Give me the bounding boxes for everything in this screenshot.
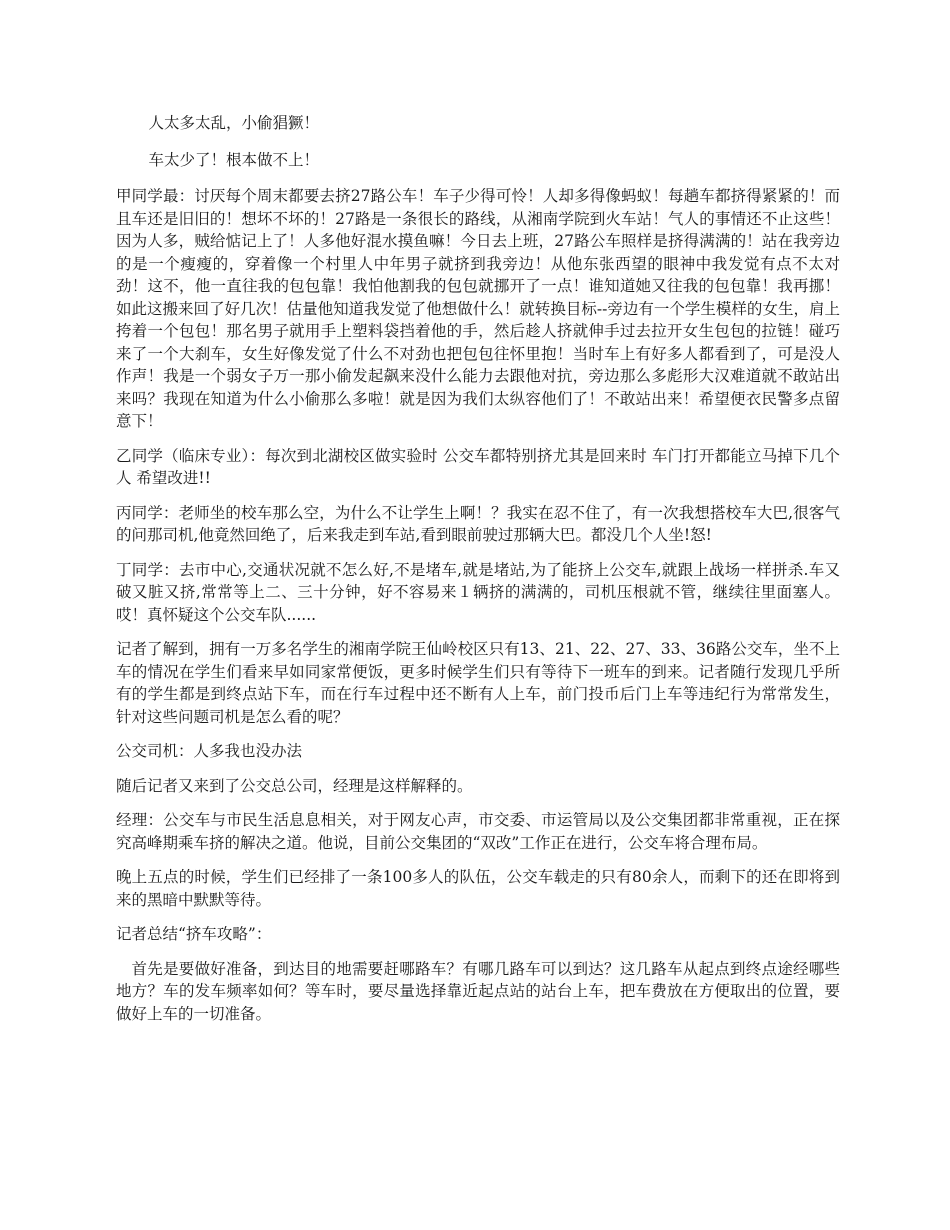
paragraph-student-d: 丁同学：去市中心,交通状况就不怎么好,不是堵车,就是堵站,为了能挤上公交车,就跟上战场一样拼杀.车又破又脏又挤,常常等上二、三十分钟，好不容易来１辆挤的满满的，司机压根就不管，继续往里面塞人。哎！真怀疑这个公交车队...... (116, 560, 840, 624)
paragraph-strategy-prepare: 首先是要做好准备，到达目的地需要赶哪路车？有哪几路车可以到达？这几路车从起点到终点途经哪些地方？车的发车频率如何？等车时，要尽量选择靠近起点站的站台上车，把车费放在方便取出的位置，要做好上车的一切准备。 (116, 959, 840, 1023)
paragraph-evening-queue: 晚上五点的时候，学生们已经排了一条100多人的队伍，公交车载走的只有80余人，而剩下的还在即将到来的黑暗中默默等待。 (116, 868, 840, 909)
paragraph-manager: 经理：公交车与市民生活息息相关，对于网友心声，市交委、市运管局以及公交集团都非常重视，正在探究高峰期乘车挤的解决之道。他说，目前公交集团的“双改”工作正在进行，公交车将合理布局。 (116, 811, 840, 852)
paragraph-strategy-heading: 记者总结“挤车攻略”： (116, 925, 272, 943)
document-body (116, 112, 840, 1037)
paragraph-student-a: 甲同学最：讨厌每个周末都要去挤27路公车！车子少得可怜！人却多得像蚂蚁！每趟车都挤得紧紧的！而且车还是旧旧的！想坏不坏的！27路是一条很长的路线，从湘南学院到火车站！气人的事情还不止这些！因为人多，贼给惦记上了！人多他好混水摸鱼嘛！今日去上班，27路公车照样是挤得满满的！站在我旁边的是一个瘦瘦的，穿着像一个村里人中年男子就挤到我旁边！从他东张西望的眼神中我发觉有点不太对劲！这不，他一直往我的包包靠！我怕他割我的包包就挪开了一点！谁知道她又往我的包包靠！我再挪！如此这搬来回了好几次！估量他知道我发觉了他想做什么！就转换目标--旁边有一个学生模样的女生，肩上挎着一个包包！那名男子就用手上塑料袋挡着他的手，然后趁人挤就伸手过去拉开女生包包的拉链！碰巧来了一个大刹车，女生好像发觉了什么不对劲也把包包往怀里抱！当时车上有好多人都看到了，可是没人作声！我是一个弱女子万一那小偷发起飙来没什么能力去跟他对抗，旁边那么多彪形大汉难道就不敢站出来吗？我现在知道为什么小偷那么多啦！就是因为我们太纵容他们了！不敢站出来！希望便衣民警多点留意下！ (116, 187, 840, 430)
paragraph-student-c: 丙同学：老师坐的校车那么空，为什么不让学生上啊！？我实在忍不住了，有一次我想搭校车大巴,很客气的问那司机,他竟然回绝了，后来我走到车站,看到眼前驶过那辆大巴。都没几个人坐!怒! (116, 503, 840, 544)
paragraph-bus-company: 随后记者又来到了公交总公司，经理是这样解释的。 (116, 776, 473, 795)
paragraph-student-b: 乙同学（临床专业）：每次到北湖校区做实验时 公交车都特别挤尤其是回来时 车门打开都能立马掉下几个人 希望改进!! (116, 446, 840, 487)
paragraph-too-few-buses: 车太少了！根本做不上！ (148, 150, 320, 169)
paragraph-reporter-findings: 记者了解到，拥有一万多名学生的湘南学院王仙岭校区只有13、21、22、27、33、36路公交车，坐不上车的情况在学生们看来早如同家常便饭，更多时候学生们只有等待下一班车的到来。记者随行发现几乎所有的学生都是到终点站下车，而在行车过程中还不断有人上车，前门投币后门上车等违纪行为常常发生，针对这些问题司机是怎么看的呢？ (116, 640, 840, 726)
paragraph-bus-driver: 公交司机：人多我也没办法 (116, 742, 303, 760)
paragraph-crowd-thieves: 人太多太乱，小偷猖獗！ (148, 114, 320, 132)
